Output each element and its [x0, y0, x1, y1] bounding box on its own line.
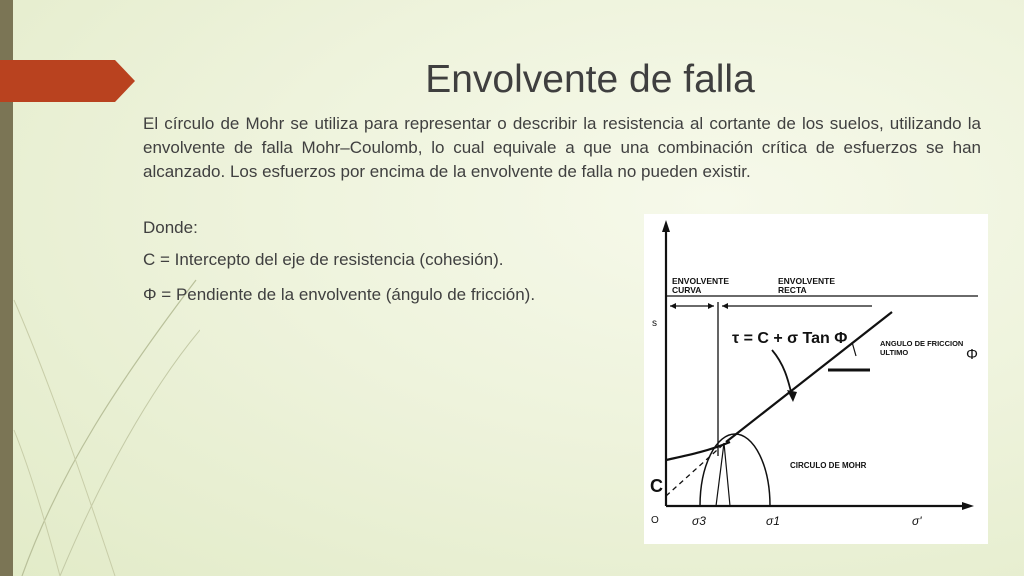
arrowhead-icon	[722, 303, 728, 309]
sigma-prime-label: σ'	[912, 514, 922, 528]
title-accent-arrow	[0, 60, 135, 102]
sigma3-label: σ3	[692, 514, 706, 528]
origin-label: O	[651, 515, 659, 526]
sigma1-label: σ1	[766, 514, 780, 528]
x-axis-arrow-icon	[962, 502, 974, 510]
arrowhead-icon	[670, 303, 676, 309]
body-paragraph: El círculo de Mohr se utiliza para representar o describir la resistencia al cortante de los suelos, utilizando la envolvente de falla Mohr–Coulomb, lo cual equivale a que una combinación crítica de esfuerzos se han alcanzado. Los esfuerzos por encima de la envolvente de falla no pueden existir.	[143, 114, 981, 181]
mohr-circle-label: CIRCULO DE MOHR	[790, 461, 867, 470]
friction-definition: Φ = Pendiente de la envolvente (ángulo de fricción).	[143, 285, 536, 304]
curva-label: CURVA	[672, 285, 702, 295]
donde-label: Donde:	[143, 218, 198, 237]
cohesion-label: C	[650, 476, 663, 496]
envolvente-recta-label: ENVOLVENTE	[778, 276, 835, 286]
pointer-arrow-icon	[787, 390, 797, 402]
mohr-coulomb-figure	[644, 214, 988, 544]
y-axis-label: s	[652, 318, 657, 329]
envolvente-curva-label: ENVOLVENTE	[672, 276, 729, 286]
recta-label: RECTA	[778, 285, 807, 295]
radius-line	[716, 443, 724, 506]
radius-line	[724, 443, 730, 506]
angle-arc	[852, 342, 856, 356]
envelope-equation: τ = C + σ Tan Φ	[732, 330, 848, 347]
mohr-circle	[700, 434, 770, 506]
angle-label-ultimo: ULTIMO	[880, 348, 909, 357]
arrowhead-icon	[708, 303, 714, 309]
slide-title: Envolvente de falla	[425, 58, 755, 101]
angle-label: ANGULO DE FRICCION	[880, 339, 964, 348]
phi-symbol: Φ	[966, 346, 978, 363]
cohesion-definition: C = Intercepto del eje de resistencia (cohesión).	[143, 250, 504, 269]
dashed-extension	[666, 442, 726, 496]
y-axis-arrow-icon	[662, 220, 670, 232]
equation-pointer	[772, 350, 792, 396]
curved-envelope	[666, 442, 730, 460]
